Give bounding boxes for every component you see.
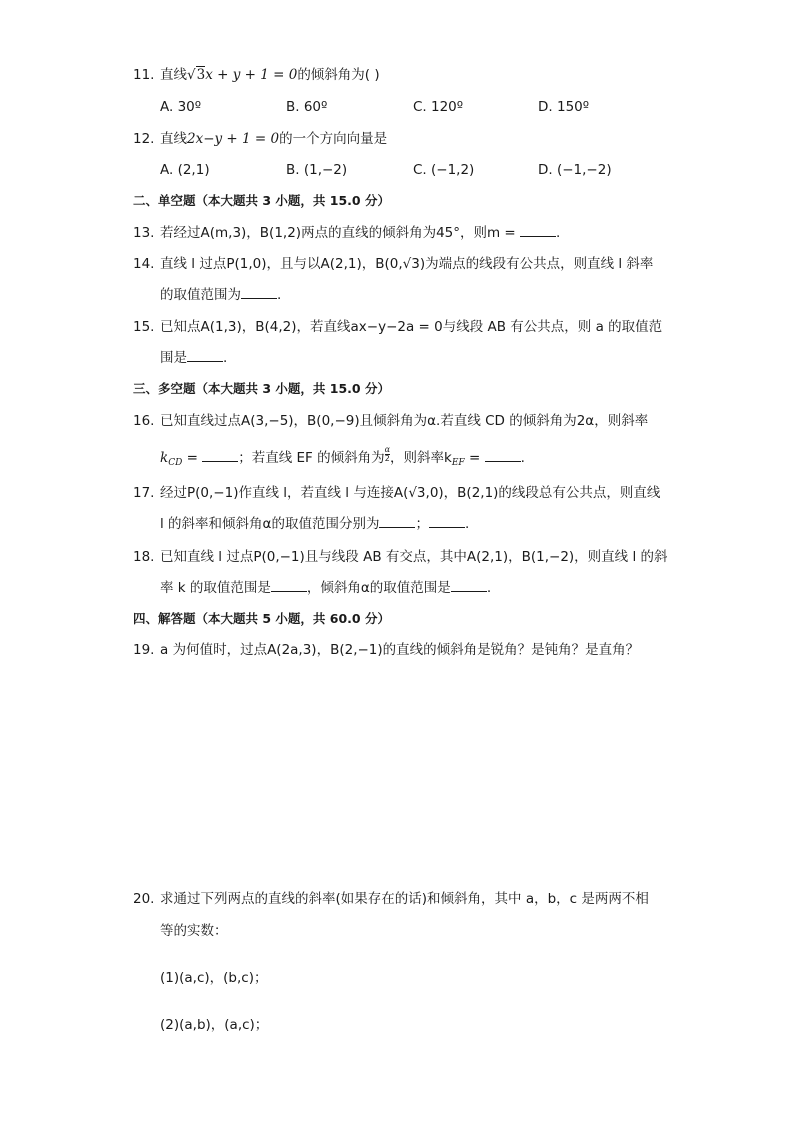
question-text: 等的实数： [160,923,228,939]
question-text [160,224,560,242]
text-fragment: 围是 [160,350,187,366]
question-number: 19. [133,642,155,658]
option-c[interactable]: C. (−1,2) [413,162,475,178]
question-text [160,446,525,472]
question-text [160,130,387,148]
question-number: 18. [133,549,155,565]
text-fragment: 直线 [160,67,187,83]
text-fragment: . [520,450,525,466]
option-b[interactable]: B. 60º [286,99,328,115]
text-fragment: ； [415,516,429,532]
question-text [160,286,281,304]
option-a[interactable]: A. 30º [160,99,202,115]
answer-blank[interactable] [271,579,307,592]
question-number: 20. [133,891,155,907]
text-fragment: 的取值范围为 [160,287,241,303]
text-fragment: 直线 [160,131,187,147]
text-fragment: 率 k 的取值范围是 [160,580,271,596]
sqrt-three: √3 [187,67,206,83]
text-fragment: . [277,287,282,303]
question-text: 直线 l 过点P(1,0)，且与以A(2,1)，B(0,√3)为端点的线段有公共点，则直线 l 斜率 [160,256,654,272]
text-fragment: 的一个方向向量是 [279,131,388,147]
sub-question: (2)(a,b)，(a,c)； [160,1017,269,1033]
subscript: EF [451,458,465,468]
text-fragment: = [464,450,481,466]
text-fragment: ，倾斜角α的取值范围是 [306,580,451,596]
question-number: 15. [133,319,155,335]
answer-blank[interactable] [241,286,277,299]
sub-question: (1)(a,c)，(b,c)； [160,970,268,986]
text-fragment: . [223,350,228,366]
answer-blank[interactable] [451,579,487,592]
text-fragment: . [464,516,470,532]
text-fragment: = [182,450,198,466]
option-c[interactable]: C. 120º [413,99,464,115]
question-text: 求通过下列两点的直线的斜率(如果存在的话)和倾斜角，其中 a，b，c 是两两不相 [160,891,649,907]
slope-symbol: k [160,450,169,466]
question-text: 已知直线过点A(3,−5)，B(0,−9)且倾斜角为α.若直线 CD 的倾斜角为2α，则斜率 [160,413,649,429]
question-text: a 为何值时，过点A(2a,3)，B(2,−1)的直线的倾斜角是锐角？是钝角？是直角？ [160,642,640,658]
question-number: 16. [133,413,155,429]
option-d[interactable]: D. 150º [538,99,590,115]
answer-blank[interactable] [429,515,465,528]
answer-blank[interactable] [379,515,415,528]
option-b[interactable]: B. (1,−2) [286,162,348,178]
section-heading-single-blank: 二、单空题（本大题共 3 小题，共 15.0 分） [133,193,390,208]
answer-blank[interactable] [485,449,521,462]
question-text: 经过P(0,−1)作直线 l，若直线 l 与连接A(√3,0)，B(2,1)的线段总有公共点，则直线 [160,485,661,501]
question-number: 13. [133,225,155,241]
answer-blank[interactable] [187,349,223,362]
option-d[interactable]: D. (−1,−2) [538,162,612,178]
answer-blank[interactable] [202,449,238,462]
text-fragment: ；若直线 EF 的倾斜角为 [238,450,385,466]
answer-blank[interactable] [520,224,556,237]
fraction-top: α [384,445,390,454]
text-fragment: . [556,225,561,241]
section-heading-multi-blank: 三、多空题（本大题共 3 小题，共 15.0 分） [133,381,390,396]
text-fragment: l 的斜率和倾斜角α的取值范围分别为 [160,516,380,532]
section-heading-answer: 四、解答题（本大题共 5 小题，共 60.0 分） [133,611,390,626]
equation: x + y + 1 = 0 [205,67,298,83]
question-text: 已知点A(1,3)，B(4,2)，若直线ax−y−2a = 0与线段 AB 有公共点，则 a 的取值范 [160,319,663,335]
equation: 2x−y + 1 = 0 [187,131,280,147]
question-number: 14. [133,256,155,272]
question-number: 11. [133,67,155,83]
question-text [160,515,469,533]
question-text [160,349,227,367]
text-fragment: ，则斜率k [390,450,452,466]
question-number: 12. [133,131,155,147]
option-a[interactable]: A. (2,1) [160,162,210,178]
question-number: 17. [133,485,155,501]
question-text [160,66,380,84]
text-fragment: 的倾斜角为( ) [297,67,380,83]
question-text: 已知直线 l 过点P(0,−1)且与线段 AB 有交点，其中A(2,1)，B(1,−2)，则直线 l 的斜 [160,549,668,565]
text-fragment: . [486,580,492,596]
question-text [160,579,491,597]
fraction-bottom: 2 [384,454,390,463]
subscript: CD [168,458,183,468]
text-fragment: 若经过A(m,3)，B(1,2)两点的直线的倾斜角为45°，则m = [160,225,516,241]
